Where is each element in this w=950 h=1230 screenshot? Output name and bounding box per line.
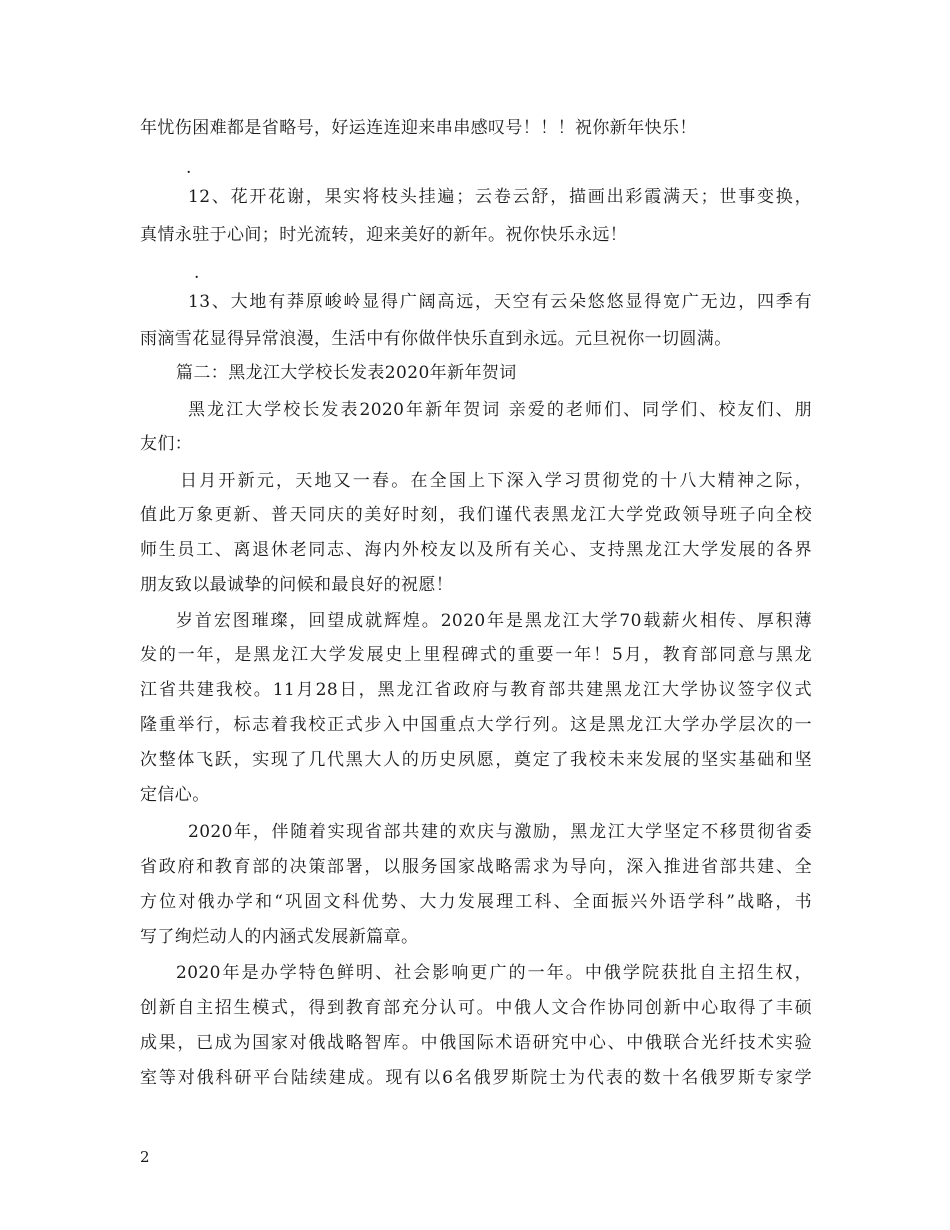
- text-line: 岁首宏图璀璨，回望成就辉煌。2020年是黑龙江大学70载薪火相传、厚积薄: [176, 611, 812, 631]
- text-line: 12、花开花谢，果实将枝头挂遍；云卷云舒，描画出彩霞满天；世事变换，: [188, 187, 812, 207]
- text-line: 2020年，伴随着实现省部共建的欢庆与激励，黑龙江大学坚定不移贯彻省委: [188, 822, 812, 842]
- text-line: 朋友致以最诚挚的问候和最良好的祝愿！: [140, 575, 454, 595]
- text-line: 年忧伤困难都是省略号，好运连连迎来串串感叹号！！！祝你新年快乐！: [140, 118, 697, 138]
- text-line: 黑龙江大学校长发表2020年新年贺词 亲爱的老师们、同学们、校友们、朋: [188, 400, 812, 420]
- text-line: 江省共建我校。11月28日，黑龙江省政府与教育部共建黑龙江大学协议签字仪式: [140, 680, 812, 700]
- text-line: 2020年是办学特色鲜明、社会影响更广的一年。中俄学院获批自主招生权，: [176, 963, 812, 983]
- text-line: 发的一年，是黑龙江大学发展史上里程碑式的重要一年！5月，教育部同意与黑龙: [140, 645, 812, 665]
- bullet-dot: .: [194, 263, 200, 283]
- text-line: 隆重举行，标志着我校正式步入中国重点大学行列。这是黑龙江大学办学层次的一: [140, 715, 812, 735]
- bullet-dot: .: [186, 158, 192, 178]
- text-line: 雨滴雪花显得异常浪漫，生活中有你做伴快乐直到永远。元旦祝你一切圆满。: [140, 329, 732, 349]
- text-line: 次整体飞跃，实现了几代黑大人的历史夙愿，奠定了我校未来发展的坚实基础和坚: [140, 750, 812, 770]
- text-line: 省政府和教育部的决策部署，以服务国家战略需求为导向，深入推进省部共建、全: [140, 857, 812, 877]
- text-line: 13、大地有莽原峻岭显得广阔高远，天空有云朵悠悠显得宽广无边，四季有: [188, 292, 812, 312]
- section-heading: 篇二：黑龙江大学校长发表2020年新年贺词: [176, 363, 517, 383]
- text-line: 值此万象更新、普天同庆的美好时刻，我们谨代表黑龙江大学党政领导班子向全校: [140, 505, 812, 525]
- text-line: 写了绚烂动人的内涵式发展新篇章。: [140, 927, 419, 947]
- page-number: 2: [140, 1148, 150, 1166]
- text-line: 室等对俄科研平台陆续建成。现有以6名俄罗斯院士为代表的数十名俄罗斯专家学: [140, 1068, 812, 1088]
- text-line: 方位对俄办学和“巩固文科优势、大力发展理工科、全面振兴外语学科”战略，书: [140, 892, 812, 912]
- text-line: 成果，已成为国家对俄战略智库。中俄国际术语研究中心、中俄联合光纤技术实验: [140, 1033, 812, 1053]
- text-line: 日月开新元，天地又一春。在全国上下深入学习贯彻党的十八大精神之际，: [180, 471, 812, 491]
- text-line: 定信心。: [140, 785, 210, 805]
- text-line: 师生员工、离退休老同志、海内外校友以及所有关心、支持黑龙江大学发展的各界: [140, 540, 812, 560]
- text-line: 创新自主招生模式，得到教育部充分认可。中俄人文合作协同创新中心取得了丰硕: [140, 998, 812, 1018]
- text-line: 友们：: [140, 434, 193, 454]
- text-line: 真情永驻于心间；时光流转，迎来美好的新年。祝你快乐永远！: [140, 225, 628, 245]
